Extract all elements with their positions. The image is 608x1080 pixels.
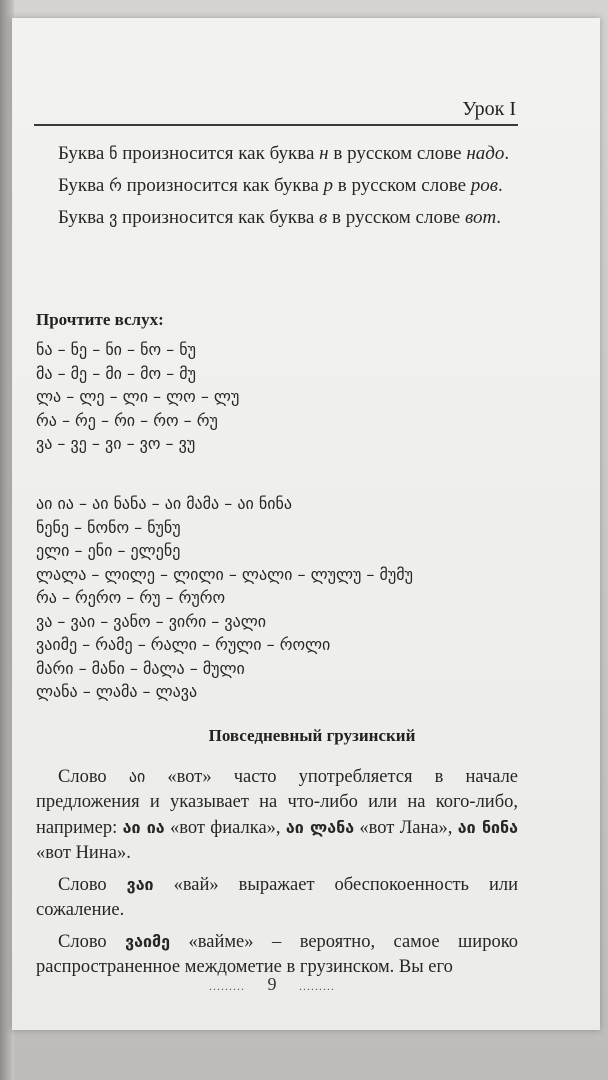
word-row: აი ია – აი ნანა – აი მამა – აი ნინა xyxy=(36,494,292,513)
text: Буква xyxy=(58,175,110,196)
syllable-row: მა – მე – მი – მო – მუ xyxy=(36,363,196,383)
georgian-word: აი ლანა xyxy=(285,818,355,837)
paragraph xyxy=(36,764,518,866)
paragraph xyxy=(36,872,518,923)
running-header xyxy=(34,88,518,126)
footer-dots-left: ......... xyxy=(209,979,245,993)
text: произносится как буква xyxy=(117,143,320,164)
georgian-word: აი ნინა xyxy=(457,818,519,837)
word-row: ვა – ვაი – ვანო – ვირი – ვალი xyxy=(36,611,267,631)
read-aloud-title: Прочтите вслух: xyxy=(36,310,164,329)
georgian-letter: რ xyxy=(109,176,122,195)
text: Буква xyxy=(58,207,110,228)
syllable-list xyxy=(36,338,516,456)
syllable-row: ვა – ვე – ვი – ვო – ვუ xyxy=(36,434,196,453)
lesson-title: Урок I xyxy=(462,98,516,120)
word-row: მარი – მანი – მალა – მული xyxy=(36,658,245,678)
letter-paragraph xyxy=(36,140,514,168)
text: «вай» выражает обеспокоенность или сожаление. xyxy=(36,875,518,920)
word-list xyxy=(36,492,516,704)
text: . xyxy=(498,175,503,196)
letter-paragraph xyxy=(36,172,514,200)
text: . xyxy=(504,143,510,164)
text: . xyxy=(496,207,501,228)
text: Буква xyxy=(58,143,110,164)
text: в русском слове xyxy=(327,207,465,228)
page-number: 9 xyxy=(267,974,277,994)
text: «вайме» – вероятно, самое широко распространенное междометие в грузинском. Вы его xyxy=(36,932,518,977)
word-row: ვაიმე – რამე – რალი – რული – როლი xyxy=(36,635,331,654)
paragraph xyxy=(36,929,518,980)
page-footer xyxy=(12,974,532,995)
syllable-row: რა – რე – რი – რო – რუ xyxy=(36,410,218,430)
text: «вот Лана», xyxy=(354,818,458,838)
russian-letter: в xyxy=(319,207,328,228)
georgian-word: აი xyxy=(128,767,146,786)
text: произносится как буква xyxy=(117,207,320,228)
everyday-georgian-text xyxy=(36,764,518,986)
text: Слово xyxy=(58,875,127,895)
word-row: ლანა – ლამა – ლავა xyxy=(36,682,198,701)
everyday-georgian-heading: Повседневный грузинский xyxy=(208,726,416,745)
footer-dots-right: ......... xyxy=(299,979,335,993)
syllable-row: ნა – ნე – ნი – ნო – ნუ xyxy=(36,340,196,359)
word-row: ნენე – ნონო – ნუნუ xyxy=(36,517,181,537)
text: Слово xyxy=(58,767,129,787)
text: в русском слове xyxy=(333,175,471,196)
russian-letter: н xyxy=(319,143,329,164)
text: «вот» часто употребляется в начале предложения и указывает на что-либо или на кого-либо, например: xyxy=(36,767,519,838)
text: Слово xyxy=(58,932,126,952)
text: «вот фиалка», xyxy=(164,818,286,838)
georgian-letter: ვ xyxy=(109,208,118,227)
word-row: რა – რერო – რუ – რურო xyxy=(36,588,226,607)
book-page xyxy=(12,18,600,1030)
georgian-word: ვაი xyxy=(126,875,154,894)
letter-paragraph xyxy=(36,204,514,232)
georgian-word: აი ია xyxy=(122,818,165,837)
syllable-row: ლა – ლე – ლი – ლო – ლუ xyxy=(36,387,240,406)
example-word: надо xyxy=(466,143,505,164)
georgian-letter: ნ xyxy=(109,144,118,163)
russian-letter: р xyxy=(323,175,334,196)
word-row: ელი – ენი – ელენე xyxy=(36,541,181,560)
example-word: вот xyxy=(465,207,497,228)
example-word: ров xyxy=(470,175,499,196)
word-row: ლალა – ლილე – ლილი – ლალი – ლულუ – მუმუ xyxy=(36,564,413,584)
text: произносится как буква xyxy=(121,175,324,196)
text: «вот Нина». xyxy=(36,843,131,863)
georgian-word: ვაიმე xyxy=(125,932,171,951)
letter-explanations xyxy=(36,140,514,232)
text: в русском слове xyxy=(328,143,467,164)
